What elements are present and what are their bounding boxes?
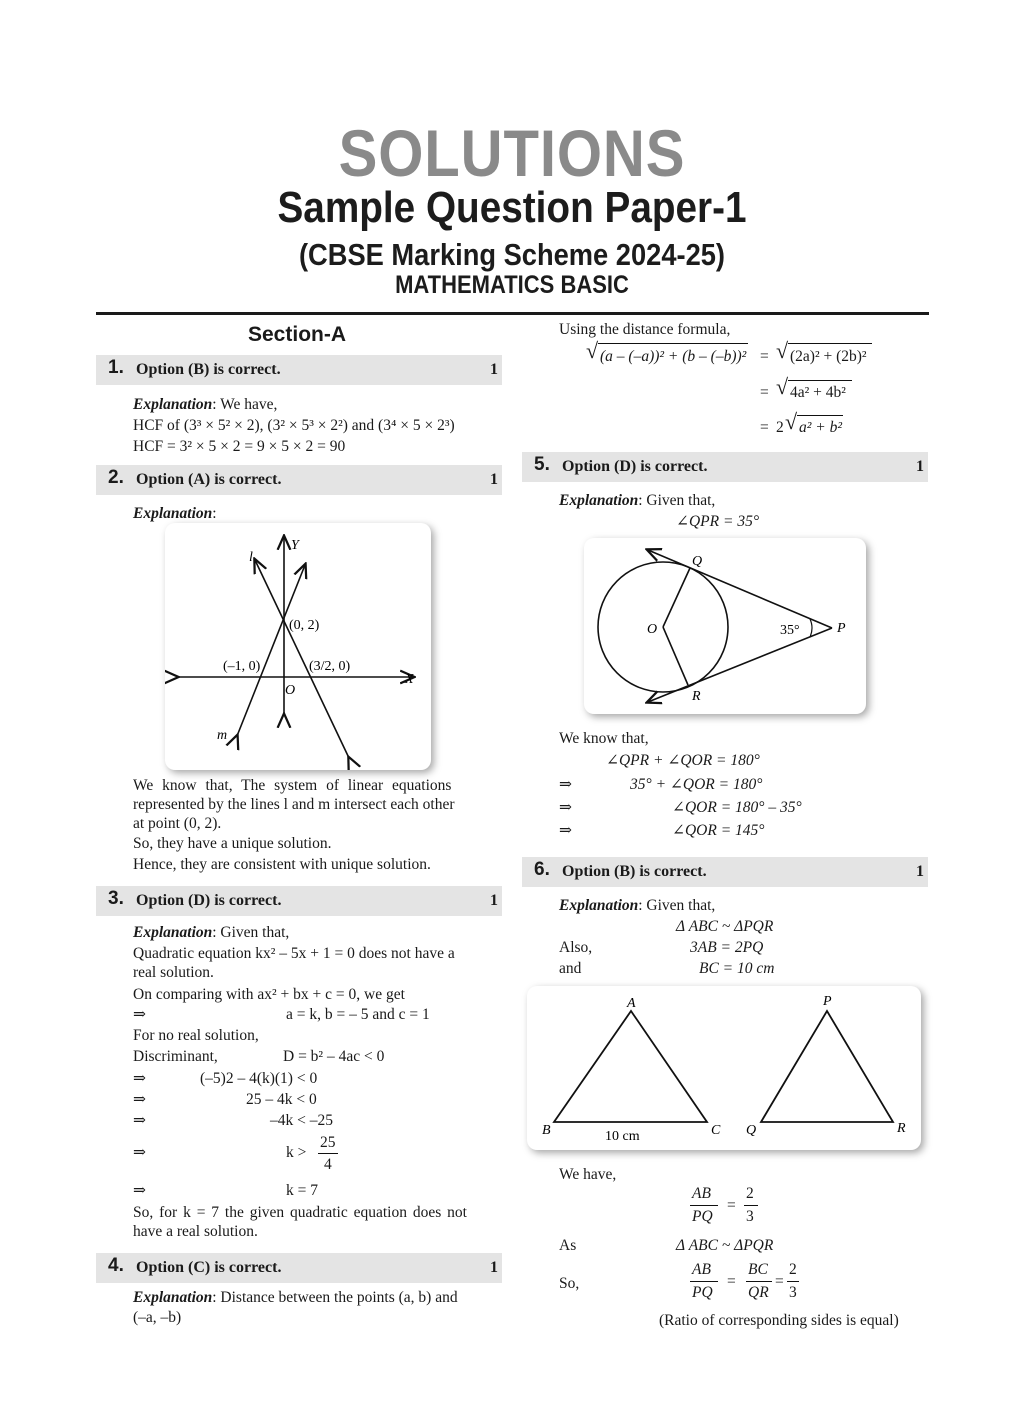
sqrt-symbol: √ [776,338,789,363]
equals: = [760,348,769,365]
q1-marks: 1 [490,361,498,378]
fraction-numerator: 2 [789,1261,797,1278]
label-origin: O [285,683,296,698]
q5-step: ∠QOR = 180° – 35° [672,799,802,816]
arrow: ⇒ [133,1070,146,1087]
label-point-neg1-0: (–1, 0) [223,659,261,674]
fraction-denominator: QR [748,1284,769,1301]
q6-have: We have, [559,1166,617,1183]
q3-line: So, for k = 7 the given quadratic equation does not [133,1204,467,1221]
equals: = [775,1273,784,1290]
q5-marks: 1 [916,458,924,475]
q2-text: So, they have a unique solution. [133,835,332,852]
q2-text: represented by the lines l and m intersect each other [133,796,455,813]
header-rule [96,312,929,315]
radius-oq [663,568,690,627]
subject-title: MATHEMATICS BASIC [395,271,629,299]
q4-answer: Option (C) is correct. [136,1259,282,1276]
q6-also: Also, [559,939,593,956]
distance-expr: (a – (–a))² + (b – (–b))² [600,348,747,365]
q1-number: 1. [108,357,124,378]
q3-line: On comparing with ax² + bx + c = 0, we get [133,986,405,1003]
q5-explanation: Explanation: Given that, [559,492,716,509]
arrow: ⇒ [133,1091,146,1108]
q6-marks: 1 [916,863,924,880]
distance-expr: 4a² + 4b² [790,384,846,401]
radical-bar [788,380,852,381]
q6-triangles [527,986,921,1150]
q6-as: As [559,1237,577,1254]
q1-answer-bar [96,355,502,385]
equals: = [727,1197,736,1214]
sqrt-symbol: √ [776,374,789,399]
q3-answer-bar [96,886,502,916]
q3-line: Discriminant, [133,1048,218,1065]
q2-graph-figure [165,523,431,770]
q5-given: ∠QPR = 35° [676,513,760,530]
q2-answer-bar [96,465,502,495]
label-x: X [405,672,414,687]
label-l: l [249,550,253,565]
radical-bar [788,343,872,344]
q6-and: and [559,960,582,977]
radius-or [663,627,688,685]
q5-step: ∠QPR + ∠QOR = 180° [606,752,760,769]
q2-text: Hence, they are consistent with unique solution. [133,856,431,873]
q4-answer-bar [96,1253,502,1283]
q3-line: a = k, b = – 5 and c = 1 [286,1006,430,1023]
q5-know: We know that, [559,730,649,747]
fraction-numerator: AB [692,1185,711,1202]
q4-number: 4. [108,1255,124,1276]
fraction-denominator: 3 [789,1284,797,1301]
label-angle: 35° [780,623,800,638]
q1-answer: Option (B) is correct. [136,361,281,378]
q5-answer-bar [522,452,928,482]
q3-line: (–5)2 – 4(k)(1) < 0 [200,1070,318,1087]
q3-line: k > [286,1144,307,1161]
fraction-denominator: 4 [324,1156,332,1173]
equals: = [727,1273,736,1290]
radical-bar [797,415,843,416]
fraction-denominator: PQ [692,1284,713,1301]
q1-line: HCF = 3² × 5 × 2 = 9 × 5 × 2 = 90 [133,438,346,455]
q3-explanation: Explanation: Given that, [133,924,290,941]
arrow: ⇒ [559,776,572,793]
q3-line: For no real solution, [133,1027,259,1044]
arrow: ⇒ [133,1144,146,1161]
label-point-3-2-0: (3/2, 0) [309,659,351,674]
fraction-bar [746,1281,772,1282]
q3-marks: 1 [490,892,498,909]
triangle-pqr [761,1011,893,1122]
fraction-numerator: 2 [746,1185,754,1202]
q4-line: (–a, –b) [133,1309,182,1326]
label-o: O [647,622,658,637]
fraction-bar [787,1281,799,1282]
q5-number: 5. [534,454,550,475]
q6-similarity: Δ ABC ~ ΔPQR [676,918,774,935]
q3-line: Quadratic equation kx² – 5x + 1 = 0 does not have a [133,945,455,962]
line-m [237,565,305,736]
label-b: B [542,1123,551,1138]
label-q: Q [746,1123,757,1138]
q6-relation: BC = 10 cm [699,960,775,977]
label-r: R [897,1121,906,1136]
fraction-bar [690,1281,718,1282]
q6-similarity: Δ ABC ~ ΔPQR [676,1237,774,1254]
q6-note: (Ratio of corresponding sides is equal) [659,1312,899,1329]
label-point-0-2: (0, 2) [289,618,320,633]
arrow: ⇒ [559,822,572,839]
fraction-bar [318,1153,338,1154]
label-bc-length: 10 cm [605,1129,640,1144]
q6-explanation: Explanation: Given that, [559,897,716,914]
sqrt-symbol: √ [586,338,599,363]
q3-line: 25 – 4k < 0 [246,1091,317,1108]
distance-expr: a² + b² [799,419,843,436]
q3-line: –4k < –25 [270,1112,333,1129]
q1-line: HCF of (3³ × 5² × 2), (3² × 5³ × 2²) and (3⁴ × 5 × 2³) [133,417,455,434]
equals: = [760,384,769,401]
fraction-numerator: 25 [320,1134,336,1151]
radical-bar [598,343,748,344]
arrow: ⇒ [133,1006,146,1023]
q6-so: So, [559,1275,580,1292]
coefficient: 2 [776,419,784,436]
q1-explanation: Explanation: We have, [133,396,278,413]
sqrt-symbol: √ [785,409,798,434]
label-r: R [692,689,701,704]
section-heading: Section-A [248,323,347,346]
q4-explanation: Explanation: Distance between the points (a, b) and [133,1289,458,1306]
q3-number: 3. [108,888,124,909]
q5-step: 35° + ∠QOR = 180° [630,776,763,793]
q5-circle-figure [584,538,866,714]
tangent-pq [648,550,832,628]
marking-scheme: (CBSE Marking Scheme 2024-25) [298,237,726,272]
fraction-numerator: BC [748,1261,768,1278]
q2-marks: 1 [490,471,498,488]
q3-line: k = 7 [286,1182,318,1199]
label-a: A [627,996,636,1011]
q6-relation: 3AB = 2PQ [690,939,764,956]
angle-arc [810,619,812,637]
equals: = [760,419,769,436]
q2-explanation: Explanation: [133,505,217,522]
fraction-bar [690,1205,718,1206]
page-heading: SOLUTIONS [338,116,686,190]
q6-answer-bar [522,857,928,887]
q4-distance-intro: Using the distance formula, [559,321,731,338]
q5-step: ∠QOR = 145° [672,822,765,839]
q2-graph [165,523,431,770]
q2-text: at point (0, 2). [133,815,222,832]
arrow: ⇒ [133,1182,146,1199]
q2-text: We know that, The system of linear equations [133,777,452,794]
label-p: P [823,994,832,1009]
label-y: Y [291,538,299,553]
q5-circle-diagram [584,538,866,714]
distance-expr: (2a)² + (2b)² [790,348,867,365]
q3-answer: Option (D) is correct. [136,892,282,909]
q3-line: have a real solution. [133,1223,258,1240]
fraction-numerator: AB [692,1261,711,1278]
fraction-denominator: PQ [692,1208,713,1225]
fraction-denominator: 3 [746,1208,754,1225]
q3-line: D = b² – 4ac < 0 [283,1048,385,1065]
q2-answer: Option (A) is correct. [136,471,282,488]
arrow: ⇒ [559,799,572,816]
triangle-abc [554,1011,707,1122]
q5-answer: Option (D) is correct. [562,458,708,475]
paper-title: Sample Question Paper-1 [277,183,747,232]
label-p: P [837,621,846,636]
q6-number: 6. [534,859,550,880]
q4-marks: 1 [490,1259,498,1276]
q3-line: real solution. [133,964,214,981]
q2-number: 2. [108,467,124,488]
fraction-bar [744,1205,758,1206]
q6-answer: Option (B) is correct. [562,863,707,880]
label-m: m [217,728,228,743]
label-c: C [711,1123,721,1138]
label-q: Q [692,554,703,569]
arrow: ⇒ [133,1112,146,1129]
tangent-pr [648,628,832,702]
q6-triangles-figure [527,986,921,1150]
